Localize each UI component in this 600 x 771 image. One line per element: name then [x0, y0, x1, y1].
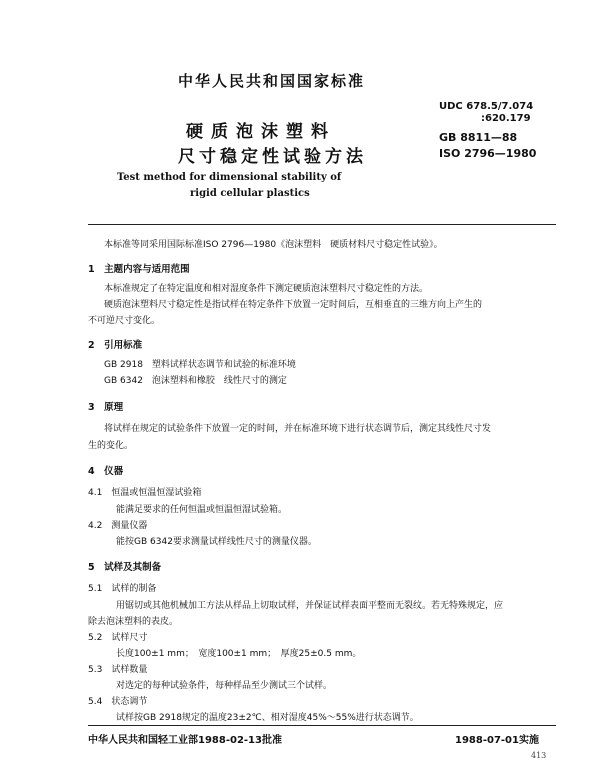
item-5-4-desc: 试样按GB 2918规定的温度23±2℃、相对湿度45%～55%进行状态调节。 — [116, 713, 419, 723]
title-cn-line1: 硬质泡沫塑料 — [186, 122, 336, 142]
top-rule — [88, 224, 556, 225]
section-3-p1b: 生的变化。 — [88, 441, 134, 451]
section-4-heading: 4 仪器 — [88, 466, 124, 477]
reference-gb6342: GB 6342 泡沫塑料和橡胶 线性尺寸的测定 — [104, 376, 287, 386]
section-1-heading: 1 主题内容与适用范围 — [88, 264, 190, 275]
item-5-2-desc: 长度100±1 mm； 宽度100±1 mm； 厚度25±0.5 mm。 — [116, 649, 362, 659]
item-5-3: 5.3 试样数量 — [88, 665, 148, 675]
item-5-4: 5.4 状态调节 — [88, 697, 148, 707]
item-5-1: 5.1 试样的制备 — [88, 584, 157, 594]
approval-date: 中华人民共和国轻工业部1988-02-13批准 — [88, 735, 282, 746]
page-number: 413 — [531, 751, 547, 760]
intro-text: 本标准等同采用国际标准ISO 2796—1980《泡沫塑料 硬质材料尺寸稳定性试验》。 — [104, 240, 443, 250]
title-cn-line2: 尺寸稳定性试验方法 — [178, 147, 367, 167]
udc-code-cont: :620.179 — [481, 113, 531, 124]
section-3-p1a: 将试样在规定的试验条件下放置一定的时间，并在标准环境下进行状态调节后，测定其线性尺寸发 — [104, 424, 492, 434]
item-5-1-desc-a: 用锯切或其他机械加工方法从样品上切取试样，并保证试样表面平整而无裂纹。若无特殊规定，应 — [116, 601, 504, 611]
title-en-line1: Test method for dimensional stability of — [117, 172, 342, 183]
item-4-1-desc: 能满足要求的任何恒温或恒温恒湿试验箱。 — [116, 505, 288, 515]
national-standard-heading: 中华人民共和国国家标准 — [178, 72, 366, 90]
section-1-p2b: 不可逆尺寸变化。 — [88, 316, 161, 326]
effective-date: 1988-07-01实施 — [455, 735, 539, 746]
item-5-3-desc: 对选定的每种试验条件，每种样品至少测试三个试样。 — [116, 681, 333, 691]
section-1-p2a: 硬质泡沫塑料尺寸稳定性是指试样在特定条件下放置一定时间后，互相垂直的三维方向上产生的 — [104, 300, 483, 310]
item-5-2: 5.2 试样尺寸 — [88, 633, 148, 643]
section-2-heading: 2 引用标准 — [88, 340, 143, 351]
section-5-heading: 5 试样及其制备 — [88, 562, 162, 573]
item-4-2: 4.2 测量仪器 — [88, 521, 148, 531]
section-3-heading: 3 原理 — [88, 402, 124, 413]
gb-code: GB 8811—88 — [439, 131, 518, 144]
udc-code: UDC 678.5/7.074 — [439, 101, 534, 112]
section-1-p1: 本标准规定了在特定温度和相对湿度条件下测定硬质泡沫塑料尺寸稳定性的方法。 — [104, 284, 429, 294]
reference-gb2918: GB 2918 塑料试样状态调节和试验的标准环境 — [104, 360, 296, 370]
iso-code: ISO 2796—1980 — [439, 147, 537, 160]
item-5-1-desc-b: 除去泡沫塑料的表皮。 — [88, 617, 179, 627]
title-en-line2: rigid cellular plastics — [190, 188, 310, 199]
item-4-2-desc: 能按GB 6342要求测量试样线性尺寸的测量仪器。 — [116, 537, 317, 547]
item-4-1: 4.1 恒温或恒温恒湿试验箱 — [88, 488, 202, 498]
bottom-rule — [88, 725, 556, 726]
